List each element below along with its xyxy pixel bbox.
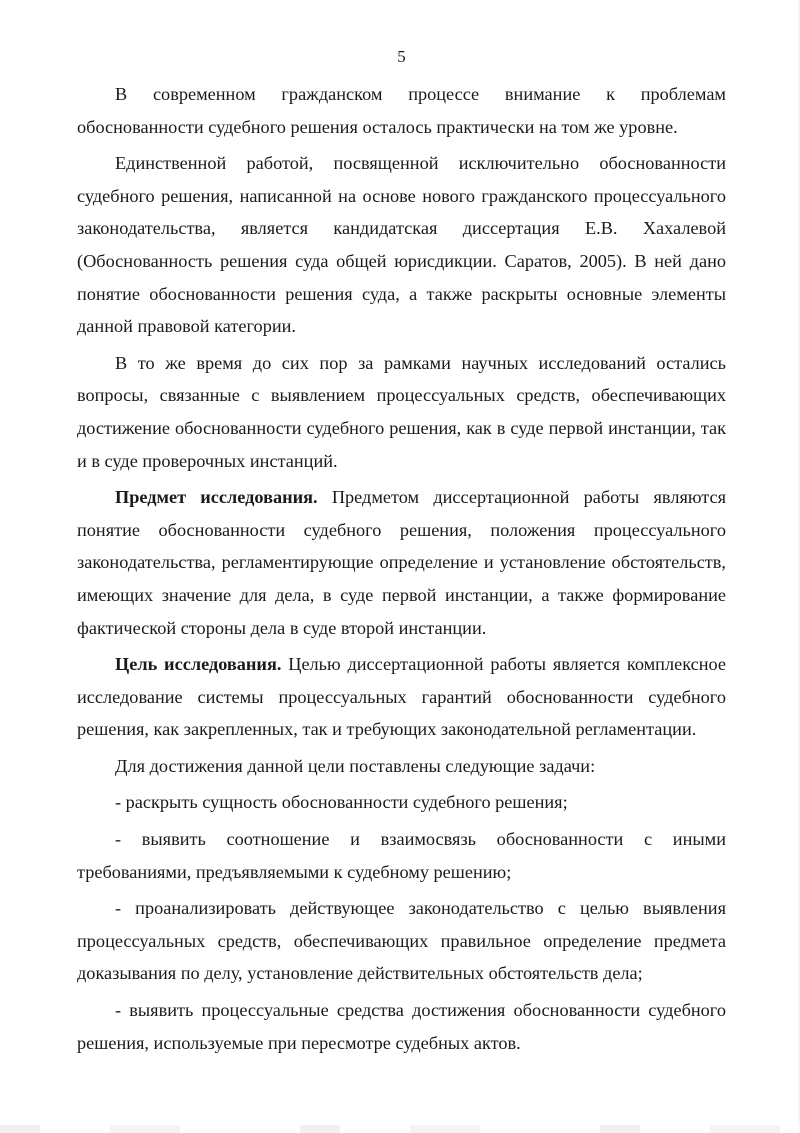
task-item: - раскрыть сущность обоснованности судебного решения; bbox=[115, 792, 568, 813]
goal-heading: Цель исследования. bbox=[115, 654, 282, 675]
scan-bottom-noise bbox=[0, 1125, 800, 1133]
task-item: - выявить соотношение и взаимосвязь обоснованности с иными требованиями, предъявляемыми к судебному решению; bbox=[77, 829, 726, 882]
paragraph-intro: В современном гражданском процессе внимание к проблемам обоснованности судебного решения осталось практически на том же уровне. bbox=[77, 84, 726, 137]
paragraph-gaps: В то же время до сих пор за рамками научных исследований остались вопросы, связанные с выявлением процессуальных средств, обеспечивающих достижение обоснованности судебного решения, как в суде первой инстанции, так и в суде проверочных инстанций. bbox=[77, 352, 726, 471]
task-item: - выявить процессуальные средства достижения обоснованности судебного решения, используемые при пересмотре судебных актов. bbox=[77, 1000, 726, 1053]
paragraph-goal bbox=[77, 648, 726, 746]
task-item: - проанализировать действующее законодательство с целью выявления процессуальных средств, обеспечивающих правильное определение предмета доказывания по делу, установление действительных обстоятельств дела; bbox=[77, 898, 726, 984]
paragraph-khakhaleva: Единственной работой, посвященной исключительно обоснованности судебного решения, написанной на основе нового гражданского процессуального законодательства, является кандидатская диссертация Е.В. Хахалевой (Обоснованность решения суда общей юрисдикции. Саратов, 2005). В ней дано понятие обоснованности решения суда, а также раскрыты основные элементы данной правовой категории. bbox=[77, 153, 726, 337]
paragraph-tasks-intro: Для достижения данной цели поставлены следующие задачи: bbox=[115, 755, 596, 776]
paragraph-subject bbox=[77, 481, 726, 644]
subject-text: Предметом диссертационной работы являются понятие обоснованности судебного решения, положения процессуального законодательства, регламентирующие определение и установление обстоятельств, имеющих значение для дела, в суде первой инстанции, а также формирование фактической стороны дела в суде второй инстанции. bbox=[77, 487, 726, 638]
subject-heading: Предмет исследования. bbox=[115, 487, 318, 508]
goal-text: Целью диссертационной работы является комплексное исследование системы процессуальных гарантий обоснованности судебного решения, как закрепленных, так и требующих законодательной регламентации. bbox=[77, 654, 726, 740]
page-number: 5 bbox=[397, 47, 406, 66]
